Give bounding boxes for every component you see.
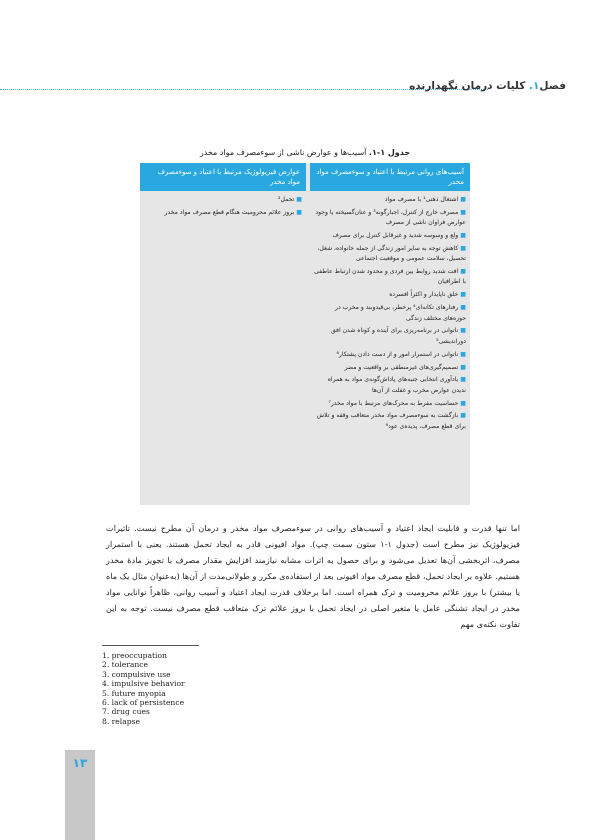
bullet-icon: ■ [460,304,466,312]
list-item: ■حساسیت مفرط به محرک‌های مرتبط با مواد مخدر⁷ [328,399,466,407]
page-number: ۱۳ [72,756,88,770]
bullet-icon: ■ [460,376,466,384]
footnote-item: 3. compulsive use [102,669,171,679]
list-item: ■خلق ناپایدار و اکثراً افسرده [389,291,466,299]
chapter-number: ۱. [528,80,540,92]
bullet-icon: ■ [460,291,466,299]
table-caption-text: آسیب‌ها و عوارض ناشی از سوءمصرف مواد مخدر [199,148,367,157]
bullet-icon: ■ [460,208,466,216]
list-item: ■رفتارهای تکانه‌ای⁴ پرخطر، بی‌قیدوبند و مخرب در حوزه‌های مختلف زندگی [335,304,466,322]
list-item: ■بروز علائم محرومیت هنگام قطع مصرف مواد مخدر [164,208,302,216]
chapter-title: کلیات درمان نگهدارنده [409,80,526,92]
psychological-harms-header: آسیب‌های روانی مرتبط با اعتیاد و سوءمصرف مواد مخدر [310,163,470,191]
list-item: ■افت شدید روابط بین فردی و محدود شدن ارتباط عاطفی با اطرافیان [314,268,466,286]
footnote-item: 7. drug cues [102,707,150,717]
bullet-icon: ■ [460,412,466,420]
chapter-header [409,80,566,92]
footnote-item: 2. tolerance [102,660,149,670]
list-item: ■کاهش توجه به سایر امور زندگی از جمله خانواده، شغل، تحصیل، سلامت عمومی و موقعیت اجتماعی [317,244,466,263]
footnote-item: 4. impulsive behavior [102,679,185,689]
table-caption-label: جدول ۱-۱. [368,148,411,157]
bullet-icon: ■ [460,232,466,240]
footnote-item: 1. preoccupation [102,651,167,660]
body-paragraph: اما تنها قدرت و قابلیت ایجاد اعتیاد و آسیب‌های روانی در سوءمصرف مواد مخدر و درمان آن مطرح نیست. تاثیرات فیزیولوژیک نیز مطرح است (جدول ۱-۱ ستون سمت چپ). مواد افیونی قادر به ایجاد تحمل هستند. یعنی با استمرار مصرف، اثربخشی آن‌ها تعدیل می‌شود و برای حصول به اثرات مشابه نیازمند افزایش مقدار مصرف با تجویز مادهٔ مخدر هستیم. علاوه بر ایجاد تحمل، قطع مصرف مواد افیونی بعد از استفاده‌ی مکرر و طولانی‌مدت از آن‌ها (به‌عنوان مثال یک ماه یا بیشتر) با بروز علائم محرومیت و ترک همراه است. اما برخلاف قدرت ایجاد اعتیاد و آسیب روانی، ظاهراً توانایی مواد مخدر در ایجاد تشنگی عامل یا متغیر اصلی در ایجاد تحمل با بروز علائم ترک متعاقب قطع مصرف نیست. توجه به این تفاوت نکته‌ی مهم [106,523,521,629]
physiological-effects-header: عوارض فیزیولوژیک مرتبط با اعتیاد و سوءمصرف مواد مخدر [140,163,306,191]
bullet-icon: ■ [460,363,466,371]
bullet-icon: ■ [460,350,466,358]
bullet-icon: ■ [296,196,302,203]
psychological-harms-column [310,163,470,505]
bullet-icon: ■ [460,327,466,335]
list-item: ■ناتوانی در استمرار امور و از دست دادن پشتکار⁶ [336,350,466,358]
harms-table [140,163,470,505]
bullet-icon: ■ [460,399,466,407]
footnote-item: 6. lack of persistence [102,698,185,708]
chapter-label: فصل [539,80,566,92]
list-item: ■تصمیم‌گیری‌های غیرمنطقی بر واقعیت و مضر [344,363,466,371]
footnote-item: 8. relapse [102,716,140,726]
footnote-rule [102,645,199,646]
list-item: ■اشتغال ذهنی¹ با مصرف مواد [384,196,466,203]
bullet-icon: ■ [296,208,302,216]
table-caption [140,148,470,157]
list-item: ■تحمل² [278,196,302,203]
footnotes [102,651,185,726]
psychological-harms-list [310,191,470,432]
bullet-icon: ■ [460,196,466,203]
footnote-item: 5. future myopia [102,688,166,698]
list-item: ■بازگشت به سوءمصرف مواد مخدر متعاقب وقفه و تلاش برای قطع مصرف، پدیده‌ی عود⁸ [316,412,466,430]
physiological-effects-list [140,191,306,218]
list-item: ■مصرف خارج از کنترل، اجبارگونه³ و عنان‌گسیخته یا وجود عوارض فراوان ناشی از مصرف [315,208,466,227]
list-item: ■یادآوری انتخابی جنبه‌های پاداش‌گونه‌ی مواد به همراه ندیدن عوارض مخرب و غفلت از آن‌ها [327,376,466,394]
list-item: ■ناتوانی در برنامه‌ریزی برای آینده و کوتاه شدن افق دوراندیشی⁵ [330,327,466,345]
physiological-effects-column [140,163,306,505]
bullet-icon: ■ [460,244,466,252]
bullet-icon: ■ [460,268,466,276]
list-item: ■ولع و وسوسه شدید و غیرقابل کنترل برای مصرف [332,232,466,240]
